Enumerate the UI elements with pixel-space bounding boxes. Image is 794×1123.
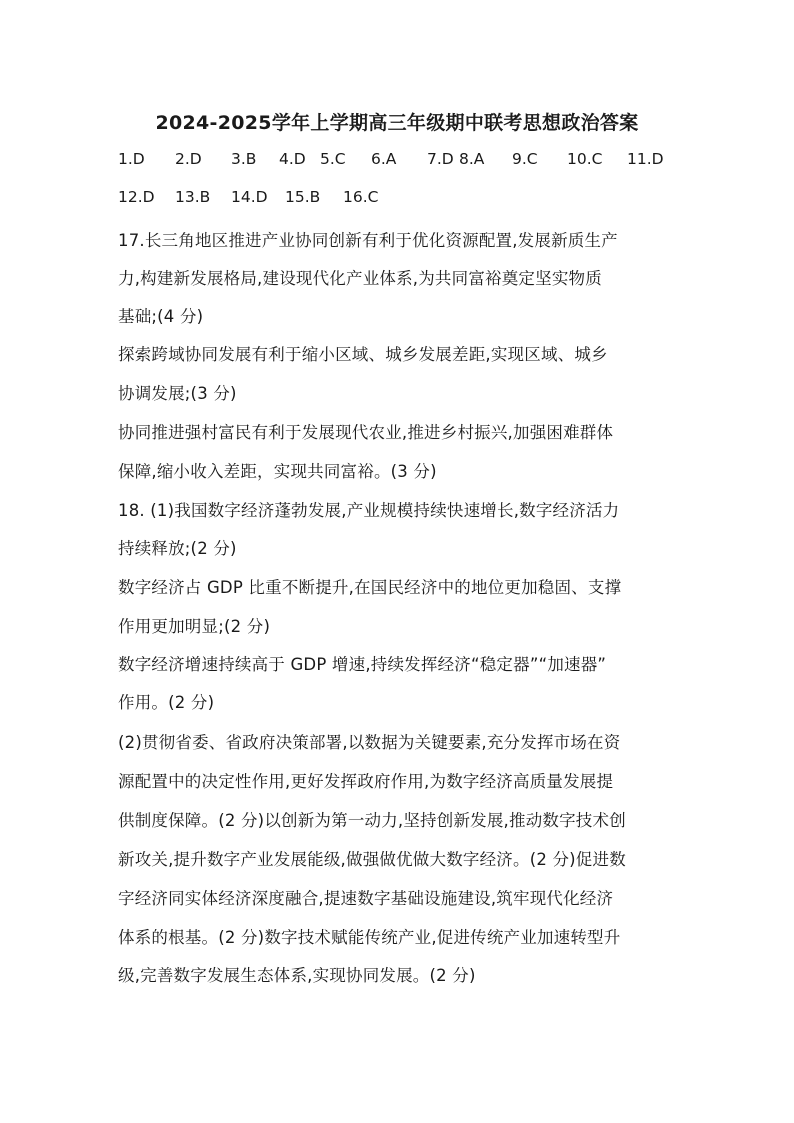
answer-3: 3.B: [231, 150, 257, 168]
body-line: 字经济同实体经济深度融合,提速数字基础设施建设,筑牢现代化经济: [118, 889, 614, 908]
answer-11: 11.D: [627, 150, 664, 168]
answer-4: 4.D: [279, 150, 306, 168]
body-line: 级,完善数字发展生态体系,实现协同发展。(2 分): [118, 966, 476, 985]
body-line: 17.长三角地区推进产业协同创新有利于优化资源配置,发展新质生产: [118, 231, 618, 250]
answer-5: 5.C: [320, 150, 346, 168]
body-line: (2)贯彻省委、省政府决策部署,以数据为关键要素,充分发挥市场在资: [118, 733, 621, 752]
body-line: 数字经济占 GDP 比重不断提升,在国民经济中的地位更加稳固、支撑: [118, 578, 622, 597]
answer-16: 16.C: [343, 188, 379, 206]
answer-2: 2.D: [175, 150, 202, 168]
answer-10: 10.C: [567, 150, 603, 168]
body-line: 力,构建新发展格局,建设现代化产业体系,为共同富裕奠定坚实物质: [118, 269, 602, 288]
body-line: 基础;(4 分): [118, 307, 204, 326]
body-line: 探索跨域协同发展有利于缩小区域、城乡发展差距,实现区域、城乡: [118, 345, 608, 364]
body-line: 供制度保障。(2 分)以创新为第一动力,坚持创新发展,推动数字技术创: [118, 811, 626, 830]
answer-15: 15.B: [285, 188, 321, 206]
body-line: 作用更加明显;(2 分): [118, 617, 271, 636]
answer-6: 6.A: [371, 150, 397, 168]
answer-8: 8.A: [459, 150, 485, 168]
answer-13: 13.B: [175, 188, 211, 206]
answer-7: 7.D: [427, 150, 454, 168]
body-line: 源配置中的决定性作用,更好发挥政府作用,为数字经济高质量发展提: [118, 772, 614, 791]
body-line: 持续释放;(2 分): [118, 539, 237, 558]
body-line: 数字经济增速持续高于 GDP 增速,持续发挥经济“稳定器”“加速器”: [118, 655, 607, 674]
document-title: 2024-2025学年上学期高三年级期中联考思想政治答案: [155, 112, 639, 134]
answer-9: 9.C: [512, 150, 538, 168]
body-line: 保障,缩小收入差距，实现共同富裕。(3 分): [118, 462, 437, 481]
answer-12: 12.D: [118, 188, 155, 206]
body-line: 新攻关,提升数字产业发展能级,做强做优做大数字经济。(2 分)促进数: [118, 850, 626, 869]
body-line: 18. (1)我国数字经济蓬勃发展,产业规模持续快速增长,数字经济活力: [118, 501, 620, 520]
body-line: 体系的根基。(2 分)数字技术赋能传统产业,促进传统产业加速转型升: [118, 928, 621, 947]
body-line: 协调发展;(3 分): [118, 384, 237, 403]
body-line: 作用。(2 分): [118, 693, 215, 712]
body-line: 协同推进强村富民有利于发展现代农业,推进乡村振兴,加强困难群体: [118, 423, 614, 442]
answer-14: 14.D: [231, 188, 268, 206]
answer-1: 1.D: [118, 150, 145, 168]
